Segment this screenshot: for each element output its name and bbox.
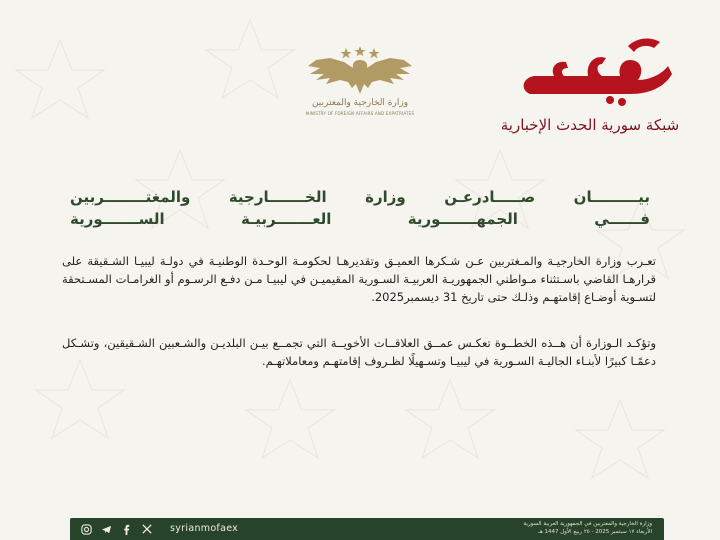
x-icon[interactable] (140, 523, 153, 536)
statement-paragraph-2: وتؤكـد الـوزارة أن هــذه الخطــوة تعكـس عمــق العلاقــات الأخويــة التي تجمــع بيـن البلديـن والشـعبين الشـقيقين، وتشـكل دعمًـا كبيرًا لأبنـاء الجاليـة السـورية في ليبيـا وتسـهيلًا لظـروف إقامتهـم ومعاملاتهـم. (62, 336, 656, 368)
telegram-icon[interactable] (100, 523, 113, 536)
statement-paragraph-1: تعـرب وزارة الخارجيـة والمـغتربين عـن شـكرها العميـق وتقديرهـا لحكومـة الوحـدة الوطنيـة في دولـة ليبيـا الشـقيقة على قرارهـا القاضي باسـتثناء مـواطني الجمهوريـة العربيـة السـورية المقيميـن في ليبيـا مـن دفـع الرسـوم أو الغرامـات المسـتحقة لتسـوية أوضـاع إقامتهـم وذلـك حتى تاريخ 31 ديسمبر2025. (62, 254, 656, 304)
social-icons (80, 522, 153, 536)
ministry-emblem (300, 44, 420, 120)
al-hadath-logo-mark (510, 34, 680, 114)
statement-title (70, 186, 650, 230)
title-line-1: بيـــــــــان صـــــادرعـن وزارة الخـــــــارجية والمغتــــــــربين (70, 188, 650, 206)
social-handle[interactable]: syrianmofaex (170, 523, 239, 534)
footer-date-line: الأربعاء ١٧ سبتمبر 2025 - ٢٥ ربيع الأول 1447 هـ (538, 529, 652, 535)
instagram-icon[interactable] (80, 523, 93, 536)
network-name: شبكة سورية الحدث الإخبارية (500, 116, 680, 134)
footer-bar (70, 518, 664, 540)
footer-info (472, 520, 652, 536)
ministry-name-english: MINISTRY OF FOREIGN AFFAIRS AND EXPATRIATES (305, 111, 415, 116)
al-hadath-logo (490, 34, 700, 138)
title-line-2: فــــــي الجمهـــــــورية العـــــــربيـة الســـــــورية (70, 210, 650, 228)
ministry-name-arabic: وزارة الخارجية والمغتربين (311, 98, 409, 108)
footer-ministry-line: وزارة الخارجية والمغتربين في الجمهورية العربية السورية (523, 521, 652, 527)
facebook-icon[interactable] (120, 523, 133, 536)
syrian-eagle-icon (300, 44, 420, 100)
